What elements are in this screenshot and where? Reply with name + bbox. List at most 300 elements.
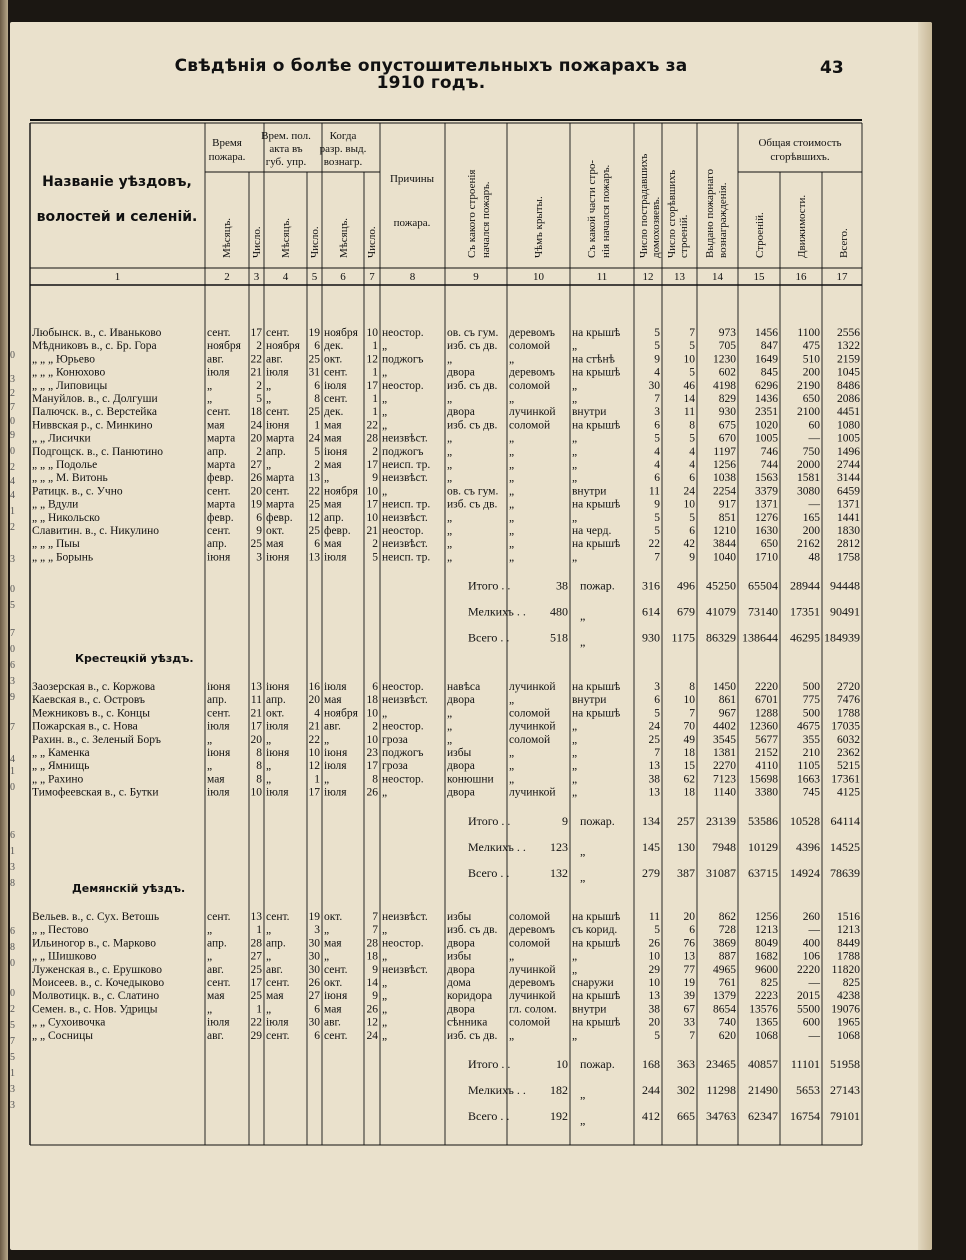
table-cell: 24 [250,419,262,432]
table-cell: 1682 [755,950,778,963]
table-cell: сент. [207,406,231,419]
column-header-rotated: Строеній. [754,212,766,258]
table-cell: „ [382,950,388,963]
table-cell: 16 [308,681,320,693]
table-cell: 1710 [755,551,778,564]
table-cell: двора [447,760,475,773]
total-label: Всего . . [468,1109,510,1123]
table-cell: 26 [366,1003,378,1016]
table-cell: 10 [250,786,262,799]
table-cell: 1371 [837,498,860,511]
table-cell: 2 [256,445,262,458]
table-cell: 20 [250,485,262,498]
table-cell: іюля [207,1016,230,1029]
table-cell: 10 [366,485,378,498]
table-cell: „ [207,1003,213,1016]
edge-number: 8 [10,878,15,889]
table-cell: „ [324,472,330,485]
table-cell: 1496 [837,445,860,458]
edge-number: 5 [10,1052,15,1063]
table-cell: 829 [718,393,736,405]
table-cell: 650 [802,393,820,405]
table-cell: лучинкой [509,786,556,799]
table-cell: 210 [802,747,820,759]
table-cell: — [808,1029,820,1042]
total-unit: „ [580,843,586,858]
table-cell: 750 [802,445,820,458]
edge-number: 9 [10,692,15,703]
table-cell: ноября [324,327,358,339]
edge-number: 2 [10,462,15,473]
table-cell: сент. [207,977,231,989]
column-header-rotated: Выдано пожарнаго [704,169,716,258]
table-cell: 6 [314,1029,320,1042]
table-cell: соломой [509,379,551,392]
table-cell: 15698 [749,773,778,786]
table-cell: іюля [207,786,230,799]
table-cell: 847 [760,340,778,353]
table-cell: 24 [648,720,660,733]
table-cell: 6701 [755,694,778,707]
table-cell: на крышѣ [572,707,621,720]
table-cell: 25 [250,990,262,1003]
table-cell: 8 [256,773,262,786]
table-cell: 6032 [837,733,860,746]
table-cell: 70 [683,720,695,733]
table-cell: „ [509,773,515,786]
column-header-rotated: Чѣмъ крыты. [533,196,545,258]
table-cell: 2 [372,720,378,733]
table-cell: ноября [266,340,300,353]
table-cell: „ [447,353,453,366]
table-cell: 6 [689,525,695,537]
edge-number: 4 [10,754,15,765]
column-header-rotated: Движимости. [796,194,808,258]
total-value: 14525 [830,839,860,854]
table-cell: „ [382,393,388,405]
table-cell: 62 [683,773,695,786]
table-cell: іюня [207,681,231,693]
table-cell: внутри [572,694,607,707]
table-cell: „ [207,733,213,746]
table-cell: „ [572,950,578,963]
table-cell: 1100 [797,327,820,339]
total-value: 63715 [748,865,778,880]
edge-number: 0 [10,958,15,969]
edge-number: 1 [10,1068,15,1079]
table-cell: 22 [648,538,660,551]
table-cell: мая [207,419,225,432]
table-cell: 24 [308,432,320,445]
edge-number: 1 [10,846,15,857]
table-cell: 2152 [755,747,778,759]
table-cell: „ [572,379,578,392]
total-count: 182 [550,1083,568,1097]
row-place-name: „ „ Ямнищь [32,760,90,773]
column-header-time: Время [212,137,242,149]
table-cell: 8 [689,419,695,432]
table-cell: 21 [250,707,262,720]
edge-number: 0 [10,584,15,595]
table-cell: неостор. [382,937,424,950]
table-cell: „ [447,707,453,720]
table-cell: 13 [648,990,660,1003]
total-count: 38 [556,578,568,593]
total-label: Итого . . [468,578,511,593]
column-header-rotated: начался пожаръ. [480,181,492,258]
total-value: 7948 [712,839,736,854]
column-header-award: Когда [329,130,357,142]
table-cell: 2744 [837,459,860,471]
column-header-rotated: Съ какой части стро- [586,160,598,258]
column-number: 12 [642,271,654,283]
table-cell: 10 [683,498,695,511]
section-title: Демянскій уѣздъ. [72,882,186,895]
table-cell: 30 [308,963,320,976]
table-cell: 46 [683,379,695,392]
table-cell: 6 [314,379,320,392]
table-cell: 25 [250,963,262,976]
table-cell: 20 [308,694,320,707]
table-cell: марта [207,432,236,445]
table-cell: на крышѣ [572,366,621,379]
table-cell: „ [207,760,213,773]
edge-number: 3 [10,676,15,687]
table-cell: „ [447,432,453,445]
table-cell: двора [447,694,475,707]
table-cell: избы [447,911,472,923]
table-cell: — [808,498,820,511]
table-cell: 1 [372,366,378,379]
table-cell: 30 [648,379,660,392]
row-place-name: Мануйлов. в., с. Долгуши [32,393,158,405]
row-place-name: Мѣдниковъ в., с. Бр. Гора [32,340,157,353]
table-cell: 1005 [837,432,860,445]
table-cell: 1 [256,1003,262,1016]
table-cell: 1788 [837,950,860,963]
table-cell: 3080 [797,485,820,498]
edge-number: 0 [10,988,15,999]
table-cell: апр. [324,511,344,524]
table-cell: мая [324,419,342,432]
table-cell: 650 [760,538,778,551]
table-cell: іюня [324,990,348,1003]
table-cell: 5 [689,511,695,524]
total-unit: пожар. [580,813,615,828]
table-cell: 18 [366,694,378,707]
column-header-rotated: Съ какого строенія [466,169,478,258]
table-cell: мая [324,1003,342,1016]
table-cell: „ [266,760,272,773]
table-cell: „ [447,393,453,405]
table-cell: сент. [324,963,348,976]
table-cell: 12360 [749,720,778,733]
total-value: 10129 [748,839,778,854]
total-value: 23465 [706,1057,736,1071]
edge-number: 5 [10,1020,15,1031]
table-cell: 9600 [755,963,778,976]
table-cell: 14 [683,393,695,405]
table-cell: 28 [366,432,378,445]
table-cell: 6 [654,419,660,432]
table-cell: „ [266,924,272,937]
edge-number: 7 [10,628,15,639]
table-cell: неизвѣст. [382,694,428,707]
edge-number: 2 [10,388,15,399]
total-count: 480 [550,604,568,619]
table-cell: мая [207,990,225,1003]
table-cell: 9 [372,472,378,485]
table-cell: 10 [308,747,320,759]
total-value: 257 [677,813,695,828]
table-cell: коридора [447,990,493,1003]
table-cell: „ [382,406,388,419]
table-cell: окт. [324,911,343,923]
table-cell: 20 [683,911,695,923]
table-cell: 7 [654,747,660,759]
table-cell: „ [509,393,515,405]
row-place-name: Ратицк. в., с. Учно [32,485,123,498]
total-count: 132 [550,865,568,880]
table-cell: авг. [324,720,341,733]
table-cell: 1 [256,924,262,937]
table-cell: 1213 [837,924,860,937]
total-value: 11101 [790,1057,820,1071]
table-cell: 22 [308,485,320,498]
table-cell: 20 [648,1016,660,1029]
table-cell: 6296 [755,379,778,392]
table-cell: двора [447,366,475,379]
table-cell: 1197 [713,445,736,458]
table-cell: „ [382,924,388,937]
table-cell: поджогъ [382,353,424,366]
table-cell: 2000 [797,459,820,471]
table-cell: 917 [718,498,736,511]
table-cell: 5500 [797,1003,820,1016]
total-value: 14924 [790,865,820,880]
table-cell: 5 [654,327,660,339]
table-cell: 3869 [713,937,736,950]
table-cell: соломой [509,733,551,746]
table-cell: 862 [718,911,736,923]
table-cell: „ [266,950,272,963]
table-cell: іюня [266,419,290,432]
table-cell: 7 [654,551,660,564]
table-cell: 10 [648,977,660,989]
table-cell: „ [447,472,453,485]
table-cell: 746 [760,445,778,458]
edge-number: 1 [10,506,15,517]
table-cell: „ [447,720,453,733]
edge-number: 3 [10,1100,15,1111]
column-number: 6 [340,271,346,283]
table-cell: 930 [718,406,736,419]
table-cell: „ [447,551,453,564]
table-cell: изб. съ дв. [447,379,498,392]
table-cell: 18 [683,786,695,799]
table-cell: 845 [760,366,778,379]
table-cell: дома [447,977,471,989]
table-cell: 60 [808,419,820,432]
table-cell: 4675 [797,720,820,733]
table-cell: 17361 [831,773,860,786]
table-cell: апр. [207,445,227,458]
total-unit: „ [580,634,586,649]
total-value: 41079 [706,604,736,619]
table-cell: „ [266,733,272,746]
table-cell: — [808,977,820,989]
table-cell: мая [324,538,342,551]
table-cell: сент. [324,366,348,379]
table-cell: сент. [207,485,231,498]
table-cell: „ [509,950,515,963]
table-cell: 1441 [837,511,860,524]
total-count: 123 [550,839,568,854]
row-place-name: „ „ Лисички [32,432,91,445]
table-cell: „ [509,472,515,485]
table-cell: авг. [266,963,283,976]
table-cell: 21 [366,525,378,537]
table-cell: 4125 [837,786,860,799]
table-cell: 13 [683,950,695,963]
table-cell: 6 [314,1003,320,1016]
table-cell: неостор. [382,525,424,537]
total-value: 90491 [830,604,860,619]
table-cell: 2100 [797,406,820,419]
table-cell: мая [207,773,225,786]
table-cell: 6 [689,472,695,485]
table-cell: лучинкой [509,990,556,1003]
table-cell: 5 [654,707,660,720]
table-cell: „ [447,538,453,551]
table-cell: 1581 [797,472,820,485]
table-cell: 9 [654,498,660,511]
column-header-award: разр. выд. [319,143,367,155]
table-cell: неизвѣст. [382,472,428,485]
edge-number: 9 [10,430,15,441]
total-value: 412 [642,1109,660,1123]
column-header-rotated: нія начался пожаръ. [600,164,612,258]
table-cell: 5 [654,525,660,537]
row-place-name: „ „ „ Подолье [32,459,98,471]
column-number: 10 [533,271,544,283]
table-cell: „ [509,432,515,445]
table-cell: 2015 [797,990,820,1003]
table-cell: іюня [266,551,290,564]
table-cell: 1649 [755,353,778,366]
total-value: 11298 [706,1083,736,1097]
table-cell: 27 [250,950,262,963]
column-header-rotated: Мѣсяцъ. [338,217,350,258]
table-cell: „ [509,445,515,458]
table-cell: „ [509,551,515,564]
table-cell: іюня [207,551,231,564]
table-cell: сент. [207,525,231,537]
table-cell: 17 [308,786,320,799]
table-cell: 967 [718,707,736,720]
table-cell: 1365 [755,1016,778,1029]
table-cell: „ [382,340,388,353]
table-cell: 1230 [713,353,736,366]
table-cell: іюня [324,445,348,458]
table-cell: 1 [372,393,378,405]
table-cell: „ [207,950,213,963]
table-cell: 13 [250,911,262,923]
table-cell: іюля [324,681,347,693]
table-cell: 2 [372,445,378,458]
row-place-name: Луженская в., с. Ерушково [32,963,162,976]
table-cell: 728 [718,924,736,937]
table-cell: 602 [718,366,736,379]
table-cell: 4 [654,366,660,379]
table-cell: „ [382,1029,388,1042]
table-cell: 2 [372,538,378,551]
column-header-rotated: строеній. [678,214,690,258]
column-number: 1 [114,271,121,283]
table-cell: 5 [689,432,695,445]
column-header-rotated: Всего. [838,228,850,258]
table-cell: авг. [266,353,283,366]
table-cell: 500 [802,681,820,693]
table-cell: на крышѣ [572,327,621,339]
table-cell: 10 [648,950,660,963]
table-cell: 5 [689,366,695,379]
total-value: 930 [642,630,660,645]
table-cell: 2190 [797,379,820,392]
total-value: 86329 [706,630,736,645]
table-cell: окт. [324,353,343,366]
table-cell: изб. съ дв. [447,419,498,432]
column-header-name: Названіе уѣздовъ, [42,174,192,190]
page-header: Свѣдѣнія о болѣе опустошительныхъ пожарахъ за 1910 годъ. [174,56,688,93]
table-cell: 1663 [797,773,820,786]
table-cell: „ [509,538,515,551]
table-cell: окт. [266,707,285,720]
total-value: 1175 [671,630,695,645]
table-cell: на крышѣ [572,1016,621,1029]
table-cell: внутри [572,406,607,419]
table-cell: „ [572,459,578,471]
table-cell: марта [207,459,236,471]
total-value: 302 [677,1083,695,1097]
table-cell: 14 [366,977,378,989]
table-cell: соломой [509,707,551,720]
column-header-rotated: Число. [366,226,378,258]
row-place-name: Пожарская в., с. Нова [32,720,138,733]
table-cell: мая [324,459,342,471]
table-cell: сент. [266,327,290,339]
edge-number: 7 [10,402,15,413]
table-cell: сент. [324,393,348,405]
table-cell: іюля [324,786,347,799]
table-cell: 4 [314,707,320,720]
table-cell: 3 [256,551,262,564]
table-cell: 19076 [831,1003,860,1016]
total-value: 279 [642,865,660,880]
table-cell: 2812 [837,538,860,551]
table-cell: іюня [324,747,348,759]
table-cell: 1080 [837,419,860,432]
table-cell: неизвѣст. [382,911,428,923]
row-place-name: „ „ „ Конюхово [32,366,106,379]
table-cell: мая [324,694,342,707]
table-cell: 19 [250,498,262,511]
table-cell: 11 [648,485,660,498]
total-value: 64114 [830,813,860,828]
table-cell: окт. [266,525,285,537]
table-cell: неостор. [382,327,424,339]
table-cell: 1450 [713,681,736,693]
